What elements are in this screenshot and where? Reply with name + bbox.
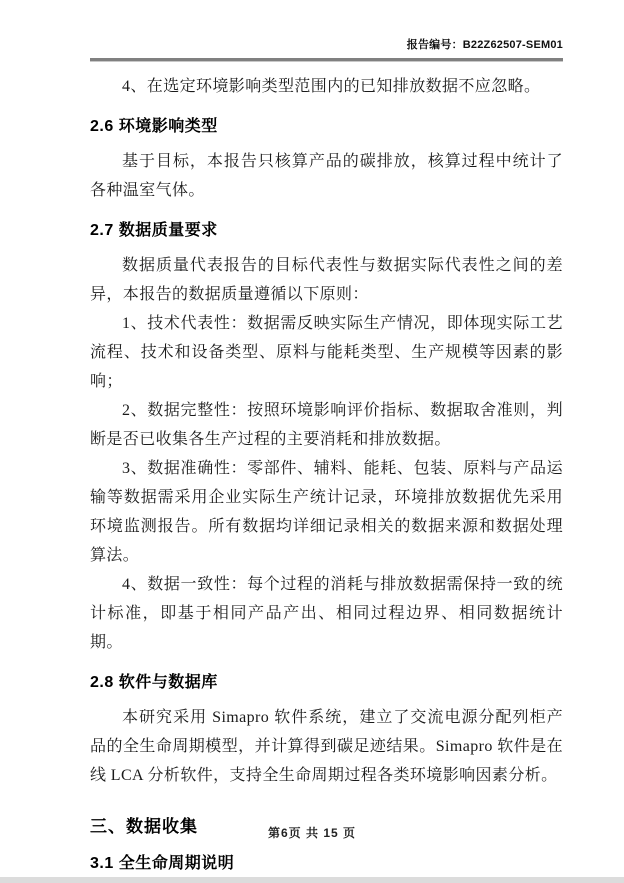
section-heading-2-6: 2.6 环境影响类型: [90, 118, 218, 135]
paragraph: 本研究采用 Simapro 软件系统，建立了交流电源分配列柜产品的全生命周期模型，并计算得到碳足迹结果。Simapro 软件是在线 LCA 分析软件，支持全生命周期过程各类环境影响因素分析。: [90, 709, 563, 784]
paragraph-principle-3: 3、数据准确性：零部件、辅料、能耗、包装、原料与产品运输等数据需采用企业实际生产统计记录，环境排放数据优先采用环境监测报告。所有数据均详细记录相关的数据来源和数据处理算法。: [90, 460, 563, 564]
document-body: [90, 72, 563, 876]
page-footer: [0, 824, 624, 841]
section-heading-2-8: 2.8 软件与数据库: [90, 674, 218, 691]
section-heading-2-7: 2.7 数据质量要求: [90, 222, 218, 239]
header-rule: [90, 58, 563, 62]
report-number: 报告编号：B22Z62507-SEM01: [406, 39, 563, 51]
chapter-heading-3: 三、数据收集: [90, 817, 198, 836]
paragraph: 基于目标，本报告只核算产品的碳排放，核算过程中统计了各种温室气体。: [90, 153, 563, 199]
paragraph-principle-2: 2、数据完整性：按照环境影响评价指标、数据取舍准则，判断是否已收集各生产过程的主要消耗和排放数据。: [90, 402, 563, 448]
intro-list-item: 4、在选定环境影响类型范围内的已知排放数据不应忽略。: [122, 78, 541, 95]
paragraph: 数据质量代表报告的目标代表性与数据实际代表性之间的差异，本报告的数据质量遵循以下原则：: [90, 257, 563, 303]
page-header: [90, 36, 563, 52]
subsection-heading-3-1: 3.1 全生命周期说明: [90, 855, 235, 872]
bottom-bar: [0, 877, 624, 883]
paragraph-principle-1: 1、技术代表性：数据需反映实际生产情况，即体现实际工艺流程、技术和设备类型、原料与能耗类型、生产规模等因素的影响；: [90, 315, 563, 390]
page-number: 第6页 共 15 页: [267, 826, 357, 840]
paragraph-principle-4: 4、数据一致性：每个过程的消耗与排放数据需保持一致的统计标准，即基于相同产品产出、相同过程边界、相同数据统计期。: [90, 576, 563, 651]
